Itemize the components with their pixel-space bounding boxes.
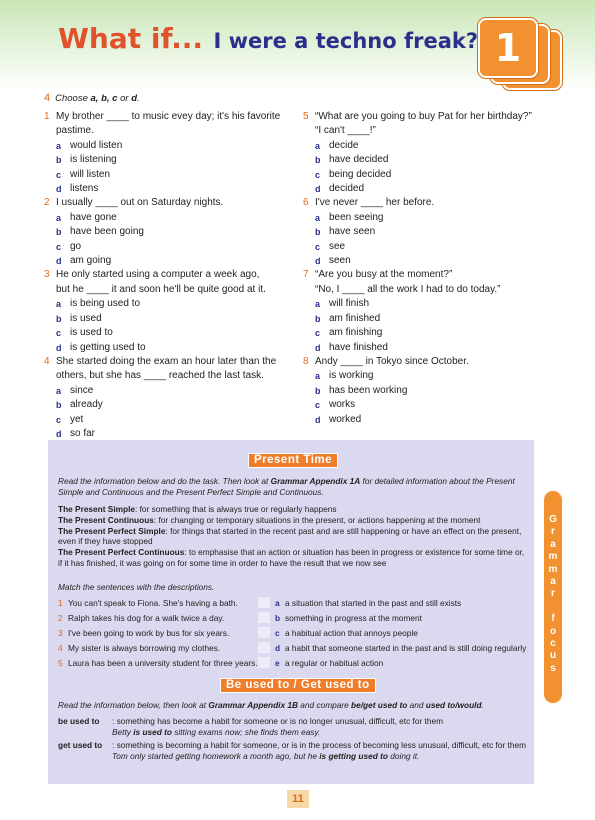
answer-box[interactable] (258, 612, 270, 623)
description-text: a situation that started in the past and still exists (285, 598, 462, 608)
match-row (58, 627, 528, 639)
option-text: is getting used to (70, 341, 146, 353)
option-text: decided (329, 183, 365, 195)
tab-letter: s (550, 662, 556, 674)
question-item (44, 196, 299, 268)
be-used-intro-term-2: used to/would (425, 700, 482, 710)
option-text: am finishing (329, 327, 383, 339)
question-text (303, 196, 558, 210)
answer-option[interactable] (44, 312, 299, 326)
answer-option[interactable] (303, 225, 558, 239)
option-letter: b (56, 313, 62, 324)
question-text (44, 268, 299, 282)
question-text (44, 124, 299, 138)
be-used-intro-appendix: Grammar Appendix 1B (208, 700, 298, 710)
option-text: yet (70, 413, 84, 425)
option-text: is listening (70, 154, 117, 166)
answer-option[interactable] (303, 254, 558, 268)
questions-right-column (303, 110, 558, 427)
be-used-to-title: Be used to / Get used to (220, 678, 376, 693)
option-letter: a (315, 371, 321, 382)
question-number: 7 (303, 269, 309, 281)
answer-option[interactable] (44, 240, 299, 254)
answer-option[interactable] (44, 211, 299, 225)
question-line: “What are you going to buy Pat for her birthday?” (315, 111, 532, 122)
question-number: 6 (303, 197, 309, 209)
answer-option[interactable] (44, 384, 299, 398)
option-letter: a (56, 385, 62, 396)
option-letter: d (315, 414, 321, 425)
option-text: have gone (70, 211, 117, 223)
question-number: 2 (44, 197, 50, 209)
get-used-to-example (112, 751, 419, 761)
be-used-to-body (112, 716, 526, 738)
badge-card-front (478, 18, 538, 78)
option-text: have been going (70, 226, 144, 238)
question-number: 3 (44, 269, 50, 281)
example-term: is getting used to (319, 750, 388, 761)
question-line: “I can't ____!” (315, 125, 376, 137)
sentence-number: 2 (58, 613, 63, 623)
option-letter: c (56, 169, 62, 180)
option-text: would listen (70, 139, 123, 151)
question-number: 1 (44, 111, 50, 122)
question-text (44, 355, 299, 369)
option-text: has been working (329, 384, 408, 396)
answer-option[interactable] (44, 297, 299, 311)
question-text (44, 369, 299, 383)
tense-item (58, 504, 526, 515)
sentence-number: 3 (58, 628, 63, 638)
instruction-end: . (137, 93, 140, 104)
option-letter: b (315, 155, 321, 166)
description-text: a habit that someone started in the past and is still doing regularly (285, 643, 527, 653)
question-line: I've never ____ her before. (315, 197, 435, 209)
question-text (303, 355, 558, 369)
tense-item (58, 547, 526, 569)
option-text: works (329, 399, 356, 411)
question-line: “Are you busy at the moment?” (315, 269, 453, 281)
question-item (44, 268, 299, 354)
tab-letter: o (549, 625, 557, 637)
option-text: go (70, 240, 82, 252)
sentence-number: 1 (58, 598, 63, 608)
option-letter: a (315, 140, 321, 151)
sentence-number: 4 (58, 643, 63, 653)
description-letter: a (275, 598, 280, 608)
option-letter: c (56, 241, 62, 252)
option-letter: d (56, 256, 62, 267)
option-text: being decided (329, 168, 392, 180)
tab-letter: m (548, 551, 558, 563)
be-used-to-desc: : something has become a habit for someone or is no longer unusual, difficult, etc for them (112, 716, 443, 726)
intro-text: Read the information below and do the task. Then look at (58, 476, 271, 486)
answer-option[interactable] (303, 168, 558, 182)
option-letter: b (315, 385, 321, 396)
answer-option[interactable] (44, 153, 299, 167)
tab-spacer (543, 490, 563, 514)
sentence-text: Laura has been a university student for three years. (68, 658, 258, 668)
exercise-number: 4 (44, 92, 51, 104)
description-letter: d (275, 643, 281, 653)
answer-option[interactable] (44, 326, 299, 340)
instruction-letters: a, b, c (90, 93, 118, 104)
example-text-2: sitting exams now; she finds them easy. (171, 726, 321, 737)
answer-option[interactable] (303, 182, 558, 196)
match-row (58, 597, 528, 609)
present-time-intro (58, 476, 526, 498)
question-text (303, 110, 558, 124)
tab-letter: u (549, 650, 557, 662)
description-text: a habitual action that annoys people (285, 628, 418, 638)
answer-option[interactable] (303, 384, 558, 398)
answer-option[interactable] (44, 182, 299, 196)
answer-option[interactable] (303, 369, 558, 383)
tense-term: The Present Simple (58, 504, 136, 514)
question-line: pastime. (56, 125, 94, 137)
be-used-intro-and: and (407, 700, 426, 710)
page-title (58, 22, 478, 55)
answer-option[interactable] (44, 139, 299, 153)
option-letter: b (315, 227, 321, 238)
option-letter: d (315, 256, 321, 267)
description-text: a regular or habitual action (285, 658, 384, 668)
tense-term: The Present Perfect Simple (58, 525, 166, 536)
tense-item (58, 515, 526, 526)
question-line: Andy ____ in Tokyo since October. (315, 355, 469, 367)
answer-option[interactable] (303, 398, 558, 412)
sentence-text: Ralph takes his dog for a walk twice a day. (68, 613, 225, 623)
option-letter: b (56, 227, 62, 238)
get-used-to-body (112, 740, 526, 762)
question-text (303, 268, 558, 282)
option-text: listens (70, 183, 99, 195)
title-main: What if... (58, 22, 204, 55)
answer-option[interactable] (44, 413, 299, 427)
option-text: is used to (70, 327, 113, 339)
question-line: He only started using a computer a week ago, (56, 269, 260, 281)
be-used-intro-end: . (481, 700, 484, 710)
option-text: since (70, 384, 94, 396)
option-text: worked (329, 413, 362, 425)
option-letter: d (315, 184, 321, 195)
answer-option[interactable] (303, 297, 558, 311)
option-letter: c (315, 328, 321, 339)
answer-option[interactable] (44, 254, 299, 268)
answer-option[interactable] (303, 413, 558, 427)
option-letter: b (315, 313, 321, 324)
instruction-last-letter: d (131, 93, 137, 104)
sentence-text: My sister is always borrowing my clothes. (68, 643, 221, 653)
tab-letter (543, 601, 563, 613)
question-item (303, 196, 558, 268)
option-text: see (329, 240, 346, 252)
be-used-intro-text: Read the information below, then look at (58, 700, 209, 710)
tense-term: The Present Perfect Continuous (58, 547, 185, 558)
option-text: am going (70, 255, 112, 267)
sentence-text: I've been going to work by bus for six years. (68, 628, 230, 638)
answer-option[interactable] (44, 398, 299, 412)
grammar-focus-tab[interactable] (543, 490, 563, 704)
question-number: 4 (44, 355, 50, 367)
option-letter: a (56, 140, 62, 151)
be-used-to-definition (58, 716, 526, 738)
option-letter: b (56, 400, 62, 411)
tab-letter: a (550, 538, 556, 550)
get-used-to-term: get used to (58, 740, 103, 750)
answer-option[interactable] (303, 341, 558, 355)
question-item (303, 268, 558, 354)
answer-option[interactable] (303, 240, 558, 254)
be-used-intro-text-2: and compare (297, 700, 352, 710)
answer-option[interactable] (303, 139, 558, 153)
description-letter: c (275, 628, 280, 638)
question-item (44, 355, 299, 441)
tense-desc: : for something that is always true or regularly happens (135, 504, 337, 514)
be-used-to-example (112, 727, 320, 737)
sentence-number: 5 (58, 658, 63, 668)
exercise-heading (44, 92, 140, 104)
answer-option[interactable] (44, 225, 299, 239)
answer-option[interactable] (303, 211, 558, 225)
tab-letter: f (551, 613, 555, 625)
question-number: 5 (303, 111, 309, 122)
tab-letter: c (550, 638, 556, 650)
question-number: 8 (303, 355, 309, 367)
answer-option[interactable] (303, 153, 558, 167)
option-letter: d (56, 428, 62, 439)
question-text (303, 283, 558, 297)
option-letter: a (315, 212, 321, 223)
tab-letter: r (551, 588, 555, 600)
option-text: is working (329, 370, 374, 382)
question-text (44, 196, 299, 210)
option-letter: d (56, 342, 62, 353)
intro-line-2: Simple and Continuous and the Present Perfect Simple and Continuous. (58, 486, 324, 497)
tab-letter: r (551, 526, 555, 538)
be-used-to-term: be used to (58, 716, 100, 726)
option-letter: c (315, 241, 321, 252)
option-text: will listen (70, 168, 111, 180)
answer-box[interactable] (258, 642, 270, 653)
example-text: Betty (112, 726, 134, 737)
match-instruction: Match the sentences with the descriptions. (58, 582, 215, 592)
title-sub: I were a techno freak? (213, 29, 479, 53)
be-used-intro (58, 700, 526, 711)
description-text: something in progress at the moment (285, 613, 422, 623)
present-time-title: Present Time (248, 453, 338, 468)
option-letter: a (56, 212, 62, 223)
answer-box[interactable] (258, 597, 270, 608)
get-used-to-definition (58, 740, 526, 774)
question-line: others, but she has ____ reached the last task. (56, 370, 264, 382)
question-text (303, 124, 558, 138)
answer-option[interactable] (44, 341, 299, 355)
option-letter: a (56, 299, 62, 310)
option-text: seen (329, 255, 351, 267)
option-letter: c (56, 414, 62, 425)
option-letter: b (56, 155, 62, 166)
option-text: is being used to (70, 298, 141, 310)
question-item (303, 110, 558, 196)
tense-item (58, 526, 526, 548)
instruction-text: Choose (55, 93, 91, 104)
question-text (44, 283, 299, 297)
option-text: am finished (329, 312, 381, 324)
intro-appendix: Grammar Appendix 1A (270, 476, 361, 486)
answer-option[interactable] (44, 168, 299, 182)
page-number: 11 (287, 790, 309, 808)
tense-desc: : to emphasise that an action or situation has been in progress or existence for some time or, if it has finished, it was going on for some time in order to have the result that we now see (58, 547, 525, 568)
question-line: She started doing the exam an hour later than the (56, 355, 277, 367)
question-line: I usually ____ out on Saturday nights. (56, 197, 224, 209)
grammar-focus-panel (48, 440, 534, 784)
example-text: Tom only started getting homework a month ago, but he (112, 750, 320, 761)
sentence-text: You can't speak to Fiona. She's having a bath. (68, 598, 238, 608)
tense-list (58, 504, 526, 569)
description-letter: b (275, 613, 281, 623)
instruction-or: or (117, 93, 132, 104)
option-text: will finish (329, 298, 370, 310)
answer-box[interactable] (258, 627, 270, 638)
questions-left-column (44, 110, 299, 441)
unit-badge (470, 14, 570, 86)
answer-option[interactable] (303, 326, 558, 340)
option-letter: d (56, 184, 62, 195)
question-line: but he ____ it and soon he'll be quite good at it. (56, 283, 266, 295)
question-item (303, 355, 558, 427)
answer-option[interactable] (303, 312, 558, 326)
option-text: have seen (329, 226, 376, 238)
tense-term: The Present Continuous (58, 514, 154, 525)
option-letter: d (315, 342, 321, 353)
match-row (58, 642, 528, 654)
example-term: is used to (133, 726, 172, 737)
option-letter: a (315, 299, 321, 310)
match-row (58, 657, 528, 669)
description-letter: e (275, 658, 280, 668)
unit-number: 1 (494, 26, 522, 70)
option-text: decide (329, 139, 359, 151)
answer-box[interactable] (258, 657, 270, 668)
option-text: have finished (329, 341, 388, 353)
option-letter: c (315, 400, 321, 411)
question-item (44, 110, 299, 196)
option-text: is used (70, 312, 102, 324)
question-line: “No, I ____ all the work I had to do today.” (315, 283, 501, 295)
option-text: already (70, 399, 103, 411)
be-used-intro-term: be/get used to (351, 700, 408, 710)
intro-text-2: for detailed information about the Present (360, 476, 515, 486)
option-letter: c (315, 169, 321, 180)
tab-letter: a (550, 576, 556, 588)
example-text-2: doing it. (387, 750, 420, 761)
question-line: My brother ____ to music evey day; it's his favorite (56, 111, 281, 122)
option-text: have decided (329, 154, 389, 166)
option-text: so far (70, 427, 96, 439)
tab-letter: G (549, 514, 557, 525)
get-used-to-desc: : something is becoming a habit for someone, or is in the process of becoming less unusual, difficult, etc for them (112, 740, 526, 750)
option-letter: c (56, 328, 62, 339)
question-text (44, 110, 299, 124)
match-row (58, 612, 528, 624)
tense-desc: : for things that started in the recent past and are still happening or have an effect on the present, even if they have stopped (58, 525, 522, 547)
option-text: been seeing (329, 211, 384, 223)
tense-desc: : for changing or temporary situations in the present, or actions happening at the moment (153, 514, 481, 525)
tab-letter: m (548, 563, 558, 575)
